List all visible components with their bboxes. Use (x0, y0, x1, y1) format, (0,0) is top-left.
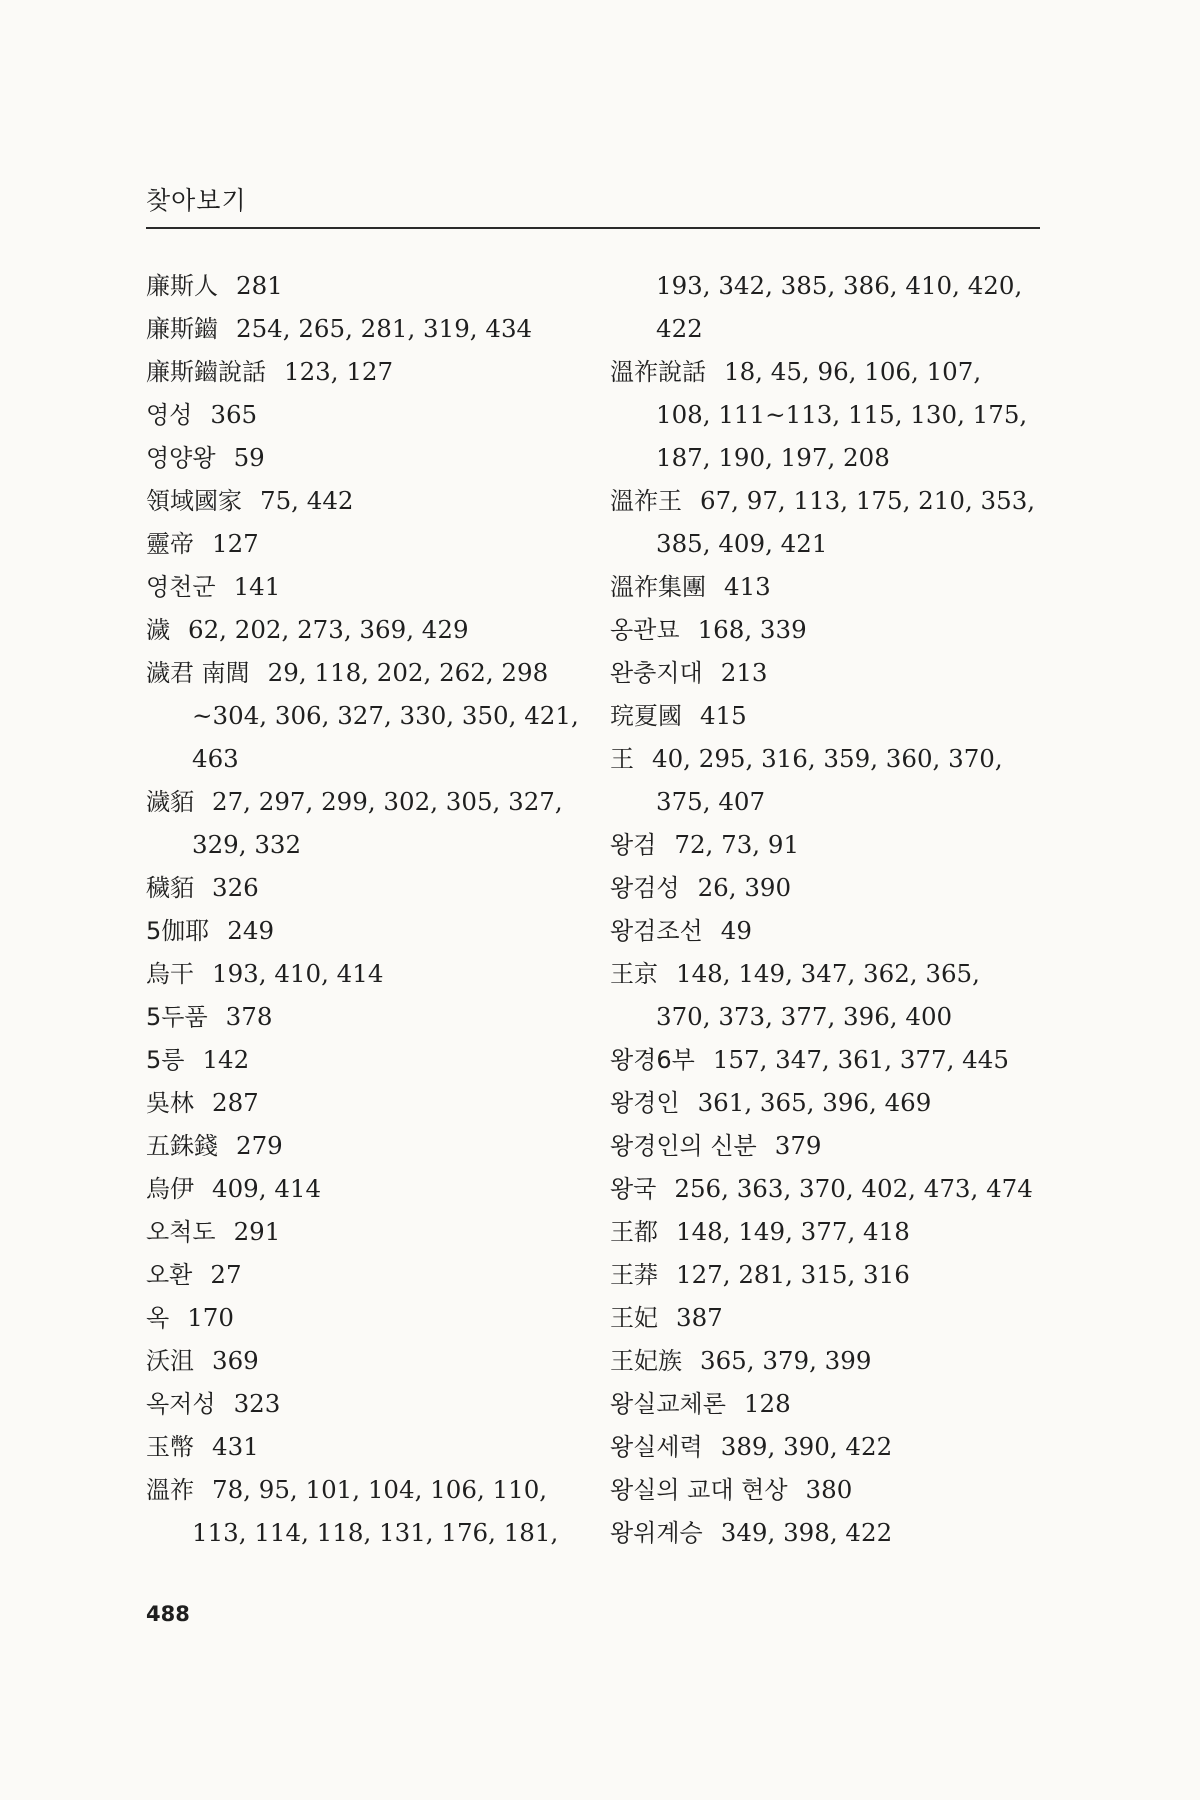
index-pages: 40, 295, 316, 359, 360, 370, (652, 744, 1003, 773)
index-pages: 323 (233, 1389, 281, 1418)
index-pages: 365 (210, 400, 258, 429)
index-pages: 387 (676, 1303, 723, 1332)
index-pages: 148, 149, 377, 418 (676, 1217, 910, 1246)
index-pages: 409, 414 (212, 1174, 322, 1203)
index-term: 옥저성 (146, 1390, 216, 1418)
index-term: 王妃族 (610, 1347, 682, 1375)
index-term: 沃沮 (146, 1347, 194, 1375)
index-pages: 281 (236, 271, 283, 300)
index-entry (146, 522, 606, 565)
index-pages: 59 (233, 443, 265, 472)
index-pages: 415 (700, 701, 747, 730)
index-entry (146, 866, 606, 909)
index-entry (146, 1081, 606, 1124)
index-term: 王 (610, 745, 634, 773)
index-column-right (610, 264, 1050, 1554)
index-entry-continuation: 422 (656, 314, 703, 343)
index-term: 왕검조선 (610, 917, 703, 945)
index-entry (146, 1425, 606, 1468)
index-term: 吳林 (146, 1089, 194, 1117)
index-entry (610, 1210, 1050, 1253)
index-pages: 326 (212, 873, 259, 902)
index-term: 領域國家 (146, 487, 242, 515)
index-term: 왕경인 (610, 1089, 680, 1117)
index-pages: 123, 127 (284, 357, 394, 386)
index-pages: 72, 73, 91 (674, 830, 800, 859)
index-entry-continuation: 463 (192, 744, 239, 773)
index-entry (610, 1511, 1050, 1554)
index-pages: 49 (720, 916, 752, 945)
index-pages: 157, 347, 361, 377, 445 (712, 1045, 1009, 1074)
index-term: 영양왕 (146, 444, 216, 472)
index-entry-continuation: 187, 190, 197, 208 (656, 443, 890, 472)
index-pages: 279 (236, 1131, 283, 1160)
index-column-left (146, 264, 606, 1554)
index-pages: 369 (212, 1346, 259, 1375)
index-term: 옹관묘 (610, 616, 680, 644)
index-term: 王妃 (610, 1304, 658, 1332)
index-term: 溫祚 (146, 1476, 194, 1504)
index-entry (146, 307, 606, 350)
index-entry-continuation: 375, 407 (656, 787, 766, 816)
index-entry (146, 780, 606, 823)
index-term: 廉斯鑡說話 (146, 358, 266, 386)
index-term: 廉斯人 (146, 272, 218, 300)
index-pages: 170 (187, 1303, 234, 1332)
index-term: 穢貊 (146, 874, 194, 902)
index-term: 5릉 (146, 1046, 185, 1074)
index-entry (146, 1167, 606, 1210)
index-pages: 142 (202, 1045, 250, 1074)
index-term: 濊貊 (146, 788, 194, 816)
index-pages: 78, 95, 101, 104, 106, 110, (212, 1475, 548, 1504)
index-term: 오환 (146, 1261, 193, 1289)
index-term: 왕실교체론 (610, 1390, 726, 1418)
index-term: 五銖錢 (146, 1132, 218, 1160)
header-rule (146, 227, 1040, 229)
index-entry (146, 995, 606, 1038)
index-pages: 431 (212, 1432, 259, 1461)
index-term: 靈帝 (146, 530, 194, 558)
index-pages: 62, 202, 273, 369, 429 (188, 615, 469, 644)
index-pages: 379 (774, 1131, 822, 1160)
index-pages: 249 (227, 916, 275, 945)
index-entry (610, 1296, 1050, 1339)
index-pages: 291 (233, 1217, 281, 1246)
index-pages: 389, 390, 422 (720, 1432, 893, 1461)
index-pages: 29, 118, 202, 262, 298 (267, 658, 549, 687)
index-entry (610, 1038, 1050, 1081)
index-term: 왕국 (610, 1175, 657, 1203)
index-entry (146, 264, 606, 307)
index-term: 烏干 (146, 960, 194, 988)
index-term: 烏伊 (146, 1175, 194, 1203)
index-term: 溫祚說話 (610, 358, 706, 386)
index-pages: 193, 410, 414 (212, 959, 384, 988)
index-pages: 128 (743, 1389, 791, 1418)
index-entry (610, 1124, 1050, 1167)
index-entry (610, 1253, 1050, 1296)
index-term: 王莽 (610, 1261, 658, 1289)
index-pages: 27 (210, 1260, 242, 1289)
index-entry (610, 1468, 1050, 1511)
index-term: 溫祚王 (610, 487, 682, 515)
index-term: 琓夏國 (610, 702, 682, 730)
index-term: 왕검성 (610, 874, 680, 902)
index-entry (146, 608, 606, 651)
index-entry (146, 1468, 606, 1511)
index-pages: 127, 281, 315, 316 (676, 1260, 910, 1289)
index-term: 옥 (146, 1304, 170, 1332)
index-pages: 26, 390 (697, 873, 792, 902)
index-term: 玉幣 (146, 1433, 194, 1461)
index-pages: 148, 149, 347, 362, 365, (676, 959, 980, 988)
index-pages: 287 (212, 1088, 259, 1117)
index-term: 완충지대 (610, 659, 703, 687)
index-term: 왕실의 교대 현상 (610, 1476, 788, 1504)
index-pages: 213 (720, 658, 768, 687)
index-pages: 27, 297, 299, 302, 305, 327, (212, 787, 563, 816)
index-term: 영성 (146, 401, 193, 429)
index-entry (610, 565, 1050, 608)
index-entry (610, 952, 1050, 995)
index-entry-continuation: 385, 409, 421 (656, 529, 828, 558)
index-term: 왕경인의 신분 (610, 1132, 757, 1160)
index-entry-continuation: ~304, 306, 327, 330, 350, 421, (192, 701, 579, 730)
index-term: 王京 (610, 960, 658, 988)
index-entry (146, 1038, 606, 1081)
index-entry (146, 909, 606, 952)
index-entry (146, 1210, 606, 1253)
index-entry (146, 479, 606, 522)
index-entry-continuation: 370, 373, 377, 396, 400 (656, 1002, 953, 1031)
index-pages: 349, 398, 422 (720, 1518, 893, 1547)
index-entry (610, 350, 1050, 393)
index-entry (146, 393, 606, 436)
index-entry-continuation: 329, 332 (192, 830, 302, 859)
index-pages: 18, 45, 96, 106, 107, (724, 357, 982, 386)
index-entry-continuation: 113, 114, 118, 131, 176, 181, (192, 1518, 559, 1547)
index-pages: 361, 365, 396, 469 (697, 1088, 932, 1117)
index-entry (610, 866, 1050, 909)
index-entry (610, 909, 1050, 952)
index-term: 濊 (146, 616, 170, 644)
index-entry (610, 1167, 1050, 1210)
index-entry (146, 565, 606, 608)
index-entry (610, 608, 1050, 651)
index-pages: 141 (233, 572, 281, 601)
index-entry (146, 1382, 606, 1425)
index-entry (610, 737, 1050, 780)
index-term: 영천군 (146, 573, 216, 601)
index-entry (146, 350, 606, 393)
page-number: 488 (146, 1602, 190, 1626)
index-entry (146, 1296, 606, 1339)
index-term: 왕위계승 (610, 1519, 703, 1547)
index-entry (146, 436, 606, 479)
index-entry-continuation: 193, 342, 385, 386, 410, 420, (656, 271, 1023, 300)
index-term: 王都 (610, 1218, 658, 1246)
index-pages: 378 (225, 1002, 273, 1031)
index-entry (610, 1425, 1050, 1468)
index-pages: 75, 442 (260, 486, 354, 515)
index-term: 왕경6부 (610, 1046, 695, 1074)
index-pages: 380 (805, 1475, 853, 1504)
index-pages: 256, 363, 370, 402, 473, 474 (674, 1174, 1033, 1203)
index-entry (146, 651, 606, 694)
index-pages: 365, 379, 399 (700, 1346, 872, 1375)
index-term: 왕검 (610, 831, 657, 859)
index-entry-continuation: 108, 111~113, 115, 130, 175, (656, 400, 1028, 429)
index-pages: 67, 97, 113, 175, 210, 353, (700, 486, 1036, 515)
index-term: 廉斯鑡 (146, 315, 218, 343)
index-entry (610, 479, 1050, 522)
running-head: 찾아보기 (146, 186, 247, 215)
index-pages: 413 (724, 572, 771, 601)
index-term: 왕실세력 (610, 1433, 703, 1461)
index-entry (146, 1253, 606, 1296)
index-term: 오척도 (146, 1218, 216, 1246)
index-entry (146, 1339, 606, 1382)
index-term: 5伽耶 (146, 917, 210, 945)
index-entry (610, 823, 1050, 866)
index-term: 溫祚集團 (610, 573, 706, 601)
index-term: 濊君 南閭 (146, 659, 250, 687)
index-entry (610, 651, 1050, 694)
index-pages: 254, 265, 281, 319, 434 (236, 314, 533, 343)
index-entry (146, 952, 606, 995)
index-entry (610, 1382, 1050, 1425)
index-term: 5두품 (146, 1003, 208, 1031)
index-entry (610, 1339, 1050, 1382)
index-pages: 127 (212, 529, 259, 558)
index-pages: 168, 339 (697, 615, 807, 644)
index-entry (610, 694, 1050, 737)
index-entry (610, 1081, 1050, 1124)
index-entry (146, 1124, 606, 1167)
